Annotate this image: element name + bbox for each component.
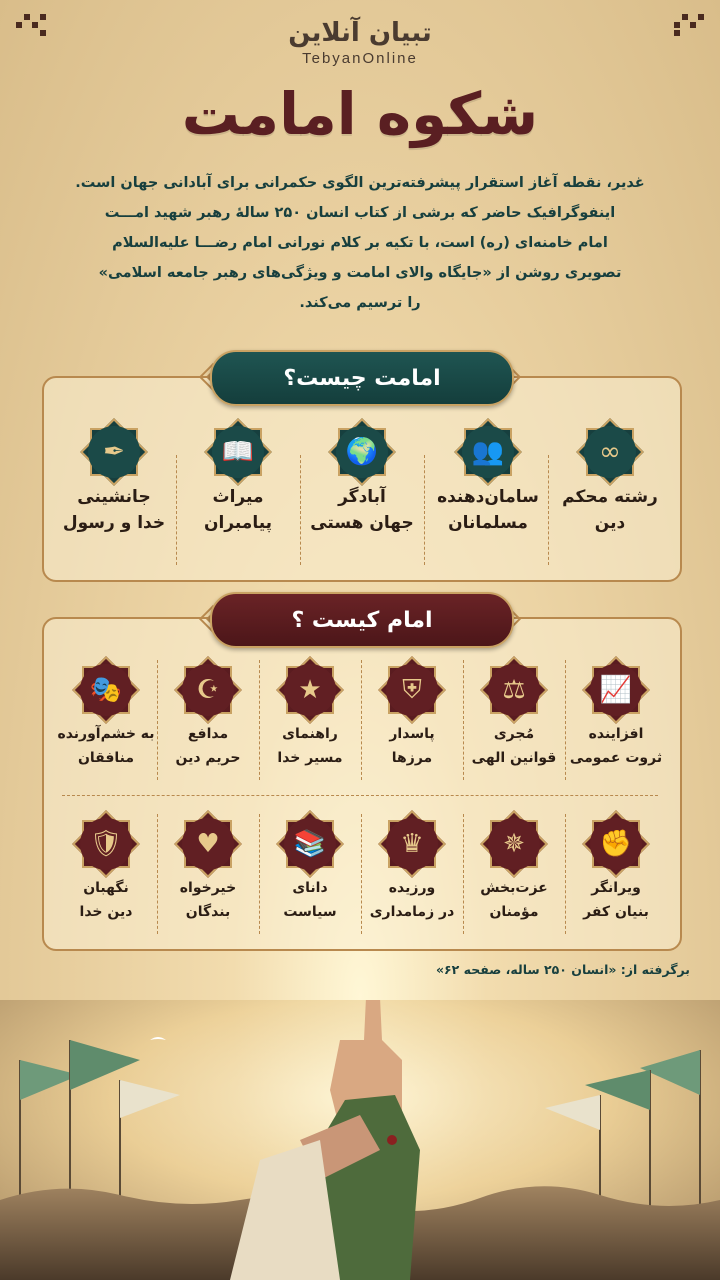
icon-badge (456, 420, 520, 484)
item-label-line2: ثروت عمومی (569, 750, 663, 766)
item-label-line2: دین (594, 513, 626, 533)
icon-badge (278, 658, 342, 722)
item-label-line1: جانشینی (77, 487, 151, 507)
star-ornament-icon: ✵ (503, 829, 525, 859)
icon-badge (380, 658, 444, 722)
feature-item (556, 658, 676, 770)
icon-badge (380, 812, 444, 876)
item-label-line2: منافقان (77, 750, 135, 766)
mask-icon: 🎭 (89, 675, 123, 705)
brand-name-en: TebyanOnline (302, 50, 418, 67)
icon-badge (584, 812, 648, 876)
item-label-line1: ورزیده (388, 880, 436, 896)
item-label-line2: مسلمانان (448, 513, 528, 533)
shield-icon: ⛨ (402, 675, 422, 705)
separator (259, 814, 260, 934)
item-label-line1: میراث (212, 487, 264, 507)
icon-badge (176, 812, 240, 876)
path-icon: ★ (298, 675, 322, 705)
icon-badge (482, 658, 546, 722)
item-label-line1: مُجری (493, 726, 535, 742)
icon-badge (176, 658, 240, 722)
separator (157, 660, 158, 780)
feature-item (250, 658, 370, 770)
people-icon: 👥 (471, 437, 505, 467)
icon-badge (74, 658, 138, 722)
separator (300, 455, 301, 565)
item-label-line2: حریم دین (175, 750, 241, 766)
separator (463, 660, 464, 780)
feature-item (54, 420, 174, 536)
feature-item (454, 812, 574, 924)
intro-text (40, 168, 680, 318)
item-label-line1: به خشم‌آورنده (57, 726, 155, 742)
item-label-line2: دین خدا (79, 904, 133, 920)
row-separator (62, 795, 658, 796)
icon-badge (82, 420, 146, 484)
item-label-line2: در زمامداری (369, 904, 455, 920)
calligraphy-icon: ✒ (103, 437, 125, 467)
growth-chart-icon: 📈 (599, 675, 633, 705)
item-label-line1: رشته محکم (562, 487, 658, 507)
separator (176, 455, 177, 565)
throne-icon: ♛ (400, 829, 424, 859)
separator (424, 455, 425, 565)
guard-shield-icon: 🛡 (89, 829, 123, 859)
item-label-line1: آبادگر (338, 487, 386, 507)
section2-heading: امام کیست ؟ (210, 592, 514, 648)
item-label-line1: سامان‌دهنده (437, 487, 539, 507)
feature-item (428, 420, 548, 536)
intro-line: تصویری روشن از «جایگاه والای امامت و ویژگی‌های رهبر جامعه اسلامی» (98, 265, 622, 281)
separator (361, 814, 362, 934)
feature-item (352, 658, 472, 770)
section1-heading: امامت چیست؟ (210, 350, 514, 406)
books-stack-icon: 📚 (293, 829, 327, 859)
item-label-line2: بنیان کفر (583, 904, 649, 920)
separator (361, 660, 362, 780)
item-label-line1: راهنمای (282, 726, 338, 742)
feature-item (46, 658, 166, 770)
separator (463, 814, 464, 934)
feature-item (148, 658, 268, 770)
separator (157, 814, 158, 934)
item-label-line1: مدافع (187, 726, 229, 742)
raised-hand-scene (0, 1000, 720, 1280)
intro-line: اینفوگرافیک حاضر که برشی از کتاب انسان ۲۵۰ سالهٔ رهبر شهید امـــت (104, 205, 616, 221)
feature-item (250, 812, 370, 924)
item-label-line1: دانای (292, 880, 328, 896)
fist-icon: ✊ (599, 829, 633, 859)
intro-line: غدیر، نقطه آغاز استقرار پیشرفته‌ترین الگوی حکمرانی برای آبادانی جهان است. (75, 175, 645, 191)
brand-name-fa: تبیان آنلاین (288, 18, 432, 48)
page-title: شکوه امامت (181, 80, 539, 148)
feature-item (556, 812, 676, 924)
icon-badge (330, 420, 394, 484)
intro-line: امام خامنه‌ای (ره) است، با تکیه بر کلام نورانی امام رضـــا علیه‌السلام (112, 235, 608, 251)
globe-icon: 🌍 (345, 437, 379, 467)
item-label-line2: مرزها (391, 750, 433, 766)
item-label-line1: نگهبان (83, 880, 129, 896)
icon-badge (584, 658, 648, 722)
icon-badge (206, 420, 270, 484)
item-label-line2: پیامبران (203, 513, 273, 533)
separator (565, 814, 566, 934)
brand-logo (0, 18, 720, 67)
item-label-line2: سیاست (283, 904, 337, 920)
heart-hand-icon: ♥ (196, 829, 220, 859)
crescent-shield-icon: ☪ (196, 675, 220, 705)
feature-item (148, 812, 268, 924)
item-label-line1: پاسدار (389, 726, 435, 742)
scales-icon: ⚖ (502, 675, 526, 705)
item-label-line2: مؤمنان (489, 904, 539, 920)
item-label-line2: خدا و رسول (62, 513, 166, 533)
icon-badge (482, 812, 546, 876)
knot-icon: ∞ (599, 437, 621, 467)
source-credit: برگرفته از: «انسان ۲۵۰ ساله، صفحه ۶۲» (435, 962, 690, 977)
icon-badge (278, 812, 342, 876)
feature-item (454, 658, 574, 770)
feature-item (352, 812, 472, 924)
item-label-line1: خیرخواه (179, 880, 237, 896)
item-label-line1: افزاینده (588, 726, 644, 742)
separator (548, 455, 549, 565)
item-label-line2: قوانین الهی (471, 750, 557, 766)
feature-item (46, 812, 166, 924)
item-label-line2: جهان هستی (310, 513, 414, 533)
icon-badge (74, 812, 138, 876)
book-icon: 📖 (221, 437, 255, 467)
separator (565, 660, 566, 780)
item-label-line1: عزت‌بخش (480, 880, 548, 896)
item-label-line2: مسیر خدا (277, 750, 343, 766)
separator (259, 660, 260, 780)
feature-item (550, 420, 670, 536)
feature-item (302, 420, 422, 536)
icon-badge (578, 420, 642, 484)
feature-item (178, 420, 298, 536)
item-label-line1: ویرانگر (591, 880, 641, 896)
intro-line: را ترسیم می‌کند. (299, 295, 421, 311)
item-label-line2: بندگان (185, 904, 231, 920)
